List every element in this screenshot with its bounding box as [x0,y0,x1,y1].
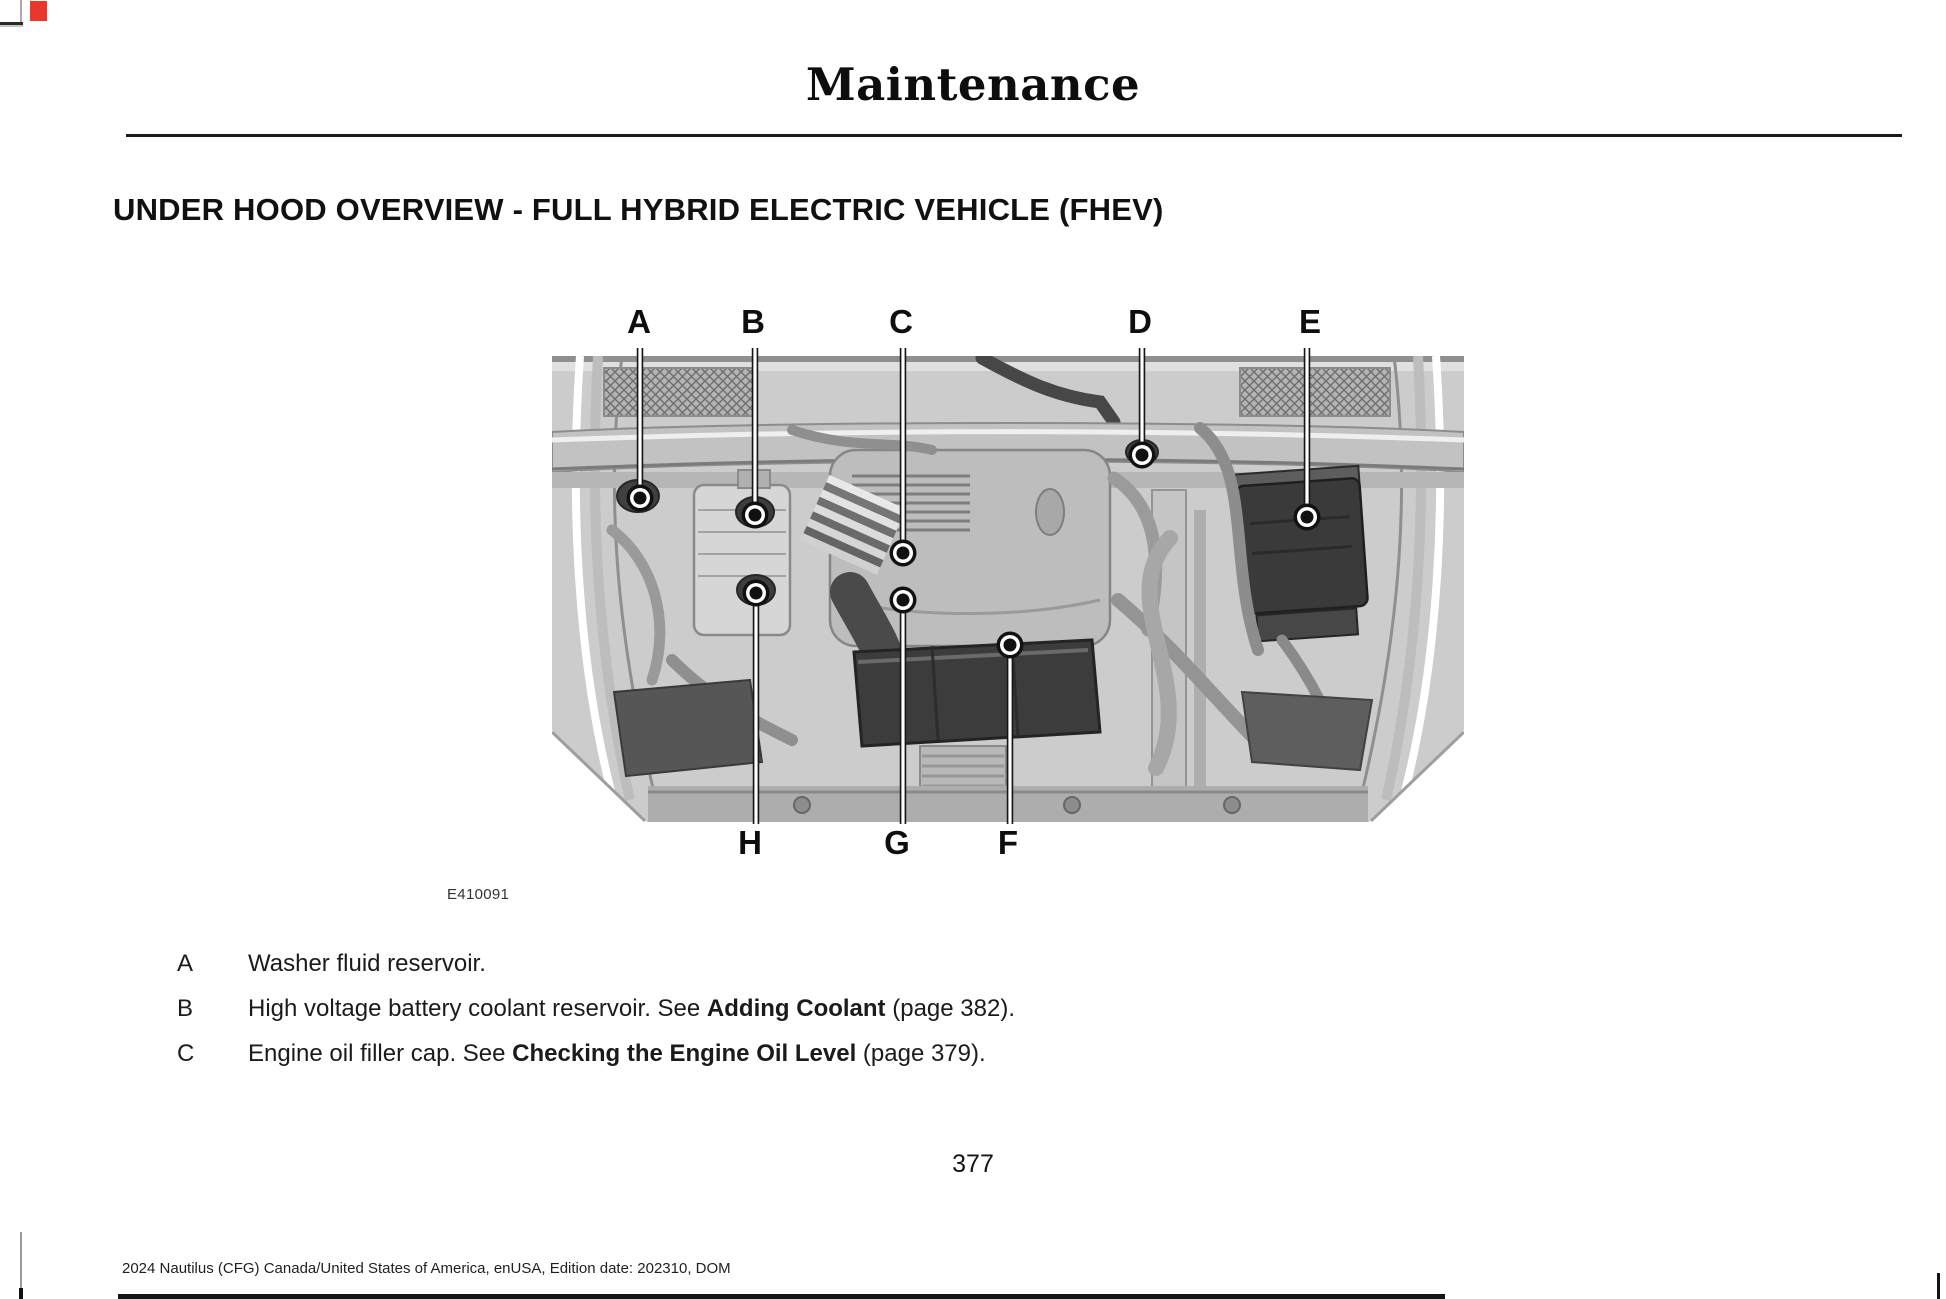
prev-page-edge-vline [20,0,22,24]
cowl-grille-left [604,368,754,416]
section-heading: UNDER HOOD OVERVIEW - FULL HYBRID ELECTRIC VEHICLE (FHEV) [113,192,1164,227]
page-right-tick [1937,1273,1940,1299]
page-number: 377 [952,1150,994,1178]
callout-label-h: H [738,824,762,861]
under-hood-figure [552,300,1464,870]
next-page-edge-blob [19,1288,23,1299]
page-title: Maintenance [805,58,1141,111]
title-rule [126,134,1902,137]
coolant-reservoir [694,470,790,635]
legend-key: C [177,1040,195,1067]
prev-page-edge-shadow [0,25,23,27]
legend-text: High voltage battery coolant reservoir. See Adding Coolant (page 382). [248,995,1015,1022]
lower-right-pocket [1242,692,1372,770]
engine-bay-diagram [552,300,1464,870]
legend-text: Engine oil filler cap. See Checking the Engine Oil Level (page 379). [248,1040,986,1067]
legend-text: Washer fluid reservoir. [248,950,486,977]
callout-label-c: C [889,303,913,340]
next-page-top-edge [118,1294,1445,1299]
red-marker [30,1,47,21]
callout-label-a: A [627,303,651,340]
legend-key: B [177,995,194,1022]
callout-label-f: F [997,824,1019,861]
figure-code: E410091 [447,886,510,903]
callout-label-b: B [741,303,765,340]
callout-label-e: E [1298,303,1321,340]
callout-label-d: D [1128,303,1152,340]
cowl-grille-right [1240,368,1390,416]
lower-left-pocket [614,680,762,776]
air-cleaner-box [854,640,1100,746]
footer-text: 2024 Nautilus (CFG) Canada/United States of America, enUSA, Edition date: 202310, DOM [122,1260,731,1277]
legend-key: A [177,950,194,977]
callout-label-g: G [884,824,910,861]
